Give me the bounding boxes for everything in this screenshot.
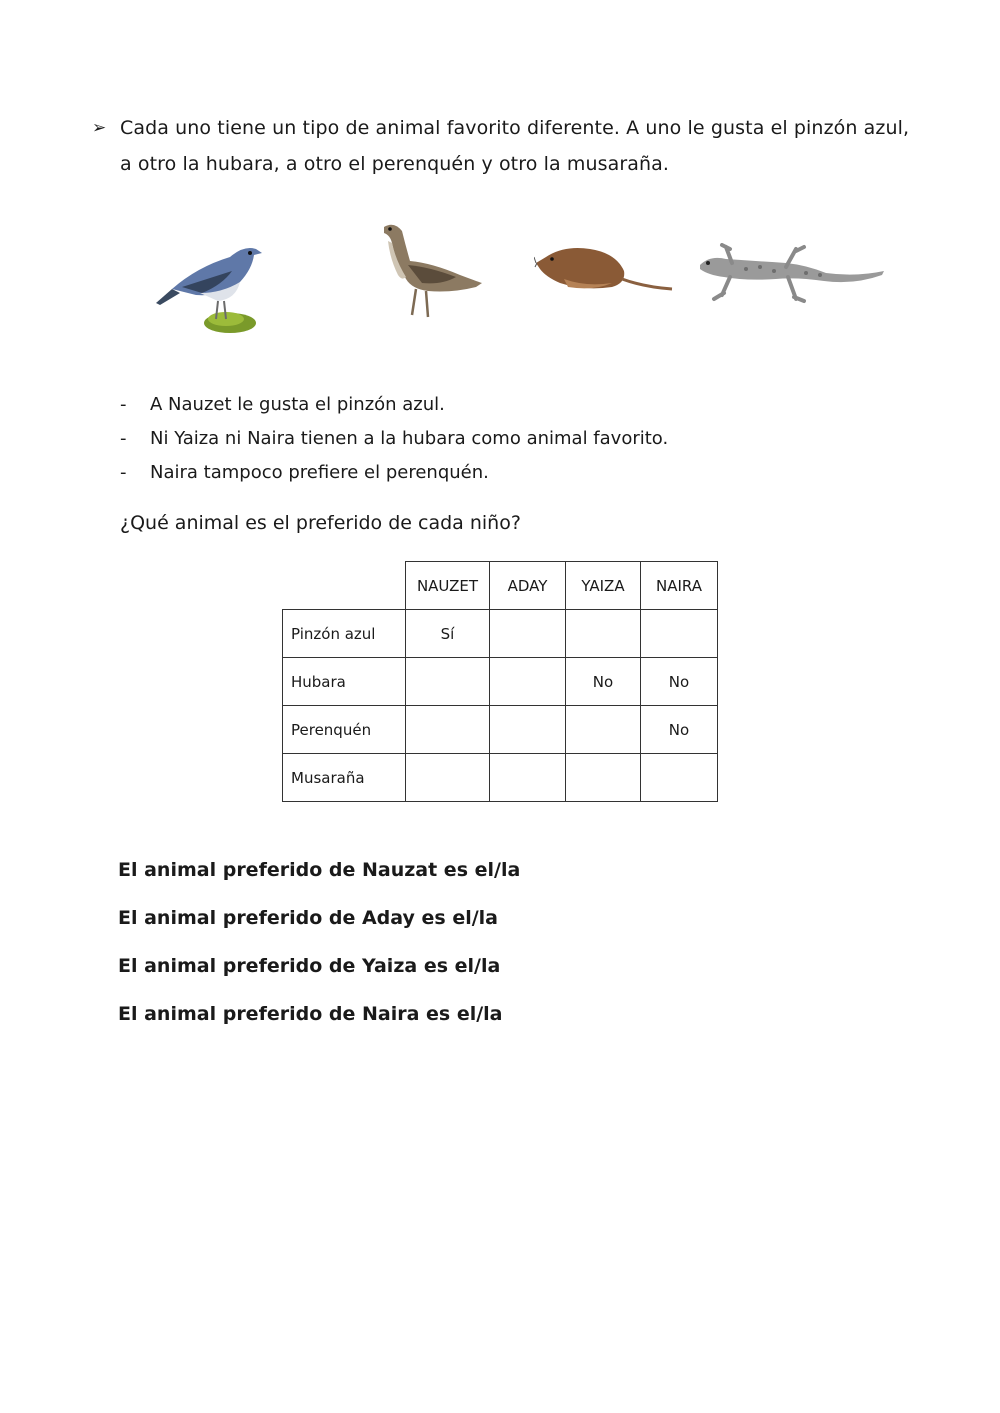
column-header: NAUZET	[406, 562, 490, 610]
grid-cell[interactable]	[566, 706, 641, 754]
grid-cell[interactable]	[566, 754, 641, 802]
hubara-bustard-image	[372, 217, 487, 322]
musarana-shrew-image	[534, 235, 674, 295]
grid-cell[interactable]: No	[641, 658, 718, 706]
grid-cell[interactable]	[406, 658, 490, 706]
dash-bullet: -	[120, 394, 127, 415]
answer-line: El animal preferido de Aday es el/la	[118, 907, 498, 929]
pinzon-azul-bird-image	[152, 227, 267, 335]
clue-item	[120, 388, 668, 422]
intro-text: Cada uno tiene un tipo de animal favorito diferente. A uno le gusta el pinzón azul, a otro la hubara, a otro el perenquén y otro la musaraña.	[120, 117, 910, 175]
grid-cell[interactable]: No	[641, 706, 718, 754]
grid-cell[interactable]	[490, 658, 566, 706]
grid-cell[interactable]	[490, 706, 566, 754]
answer-line: El animal preferido de Naira es el/la	[118, 1003, 503, 1025]
row-header: Pinzón azul	[283, 610, 406, 658]
grid-cell[interactable]: Sí	[406, 610, 490, 658]
column-header: NAIRA	[641, 562, 718, 610]
grid-cell[interactable]	[641, 610, 718, 658]
table-row	[283, 658, 718, 706]
animal-images	[0, 205, 1000, 345]
answer-line: El animal preferido de Yaiza es el/la	[118, 955, 501, 977]
row-header: Perenquén	[283, 706, 406, 754]
grid-cell[interactable]	[566, 610, 641, 658]
answer-lines	[118, 852, 520, 1044]
intro-paragraph	[92, 110, 922, 182]
clue-text: A Nauzet le gusta el pinzón azul.	[150, 394, 445, 415]
table-corner-cell	[283, 562, 406, 610]
clue-list	[120, 388, 668, 490]
row-header: Musaraña	[283, 754, 406, 802]
table-header-row	[283, 562, 718, 610]
clue-text: Naira tampoco prefiere el perenquén.	[150, 462, 489, 483]
grid-cell[interactable]	[406, 706, 490, 754]
grid-cell[interactable]	[406, 754, 490, 802]
clue-item	[120, 456, 668, 490]
column-header: YAIZA	[566, 562, 641, 610]
grid-cell[interactable]: No	[566, 658, 641, 706]
table-row	[283, 610, 718, 658]
table-row	[283, 706, 718, 754]
grid-cell[interactable]	[490, 754, 566, 802]
grid-cell[interactable]	[490, 610, 566, 658]
dash-bullet: -	[120, 462, 127, 483]
perenquen-gecko-image	[696, 243, 886, 313]
grid-cell[interactable]	[641, 754, 718, 802]
column-header: ADAY	[490, 562, 566, 610]
question-text: ¿Qué animal es el preferido de cada niño?	[120, 512, 521, 534]
table-row	[283, 754, 718, 802]
arrow-bullet-icon: ➢	[92, 118, 107, 138]
logic-grid-table	[282, 561, 718, 802]
answer-line: El animal preferido de Nauzat es el/la	[118, 859, 521, 881]
row-header: Hubara	[283, 658, 406, 706]
clue-text: Ni Yaiza ni Naira tienen a la hubara como animal favorito.	[150, 428, 669, 449]
clue-item	[120, 422, 668, 456]
dash-bullet: -	[120, 428, 127, 449]
